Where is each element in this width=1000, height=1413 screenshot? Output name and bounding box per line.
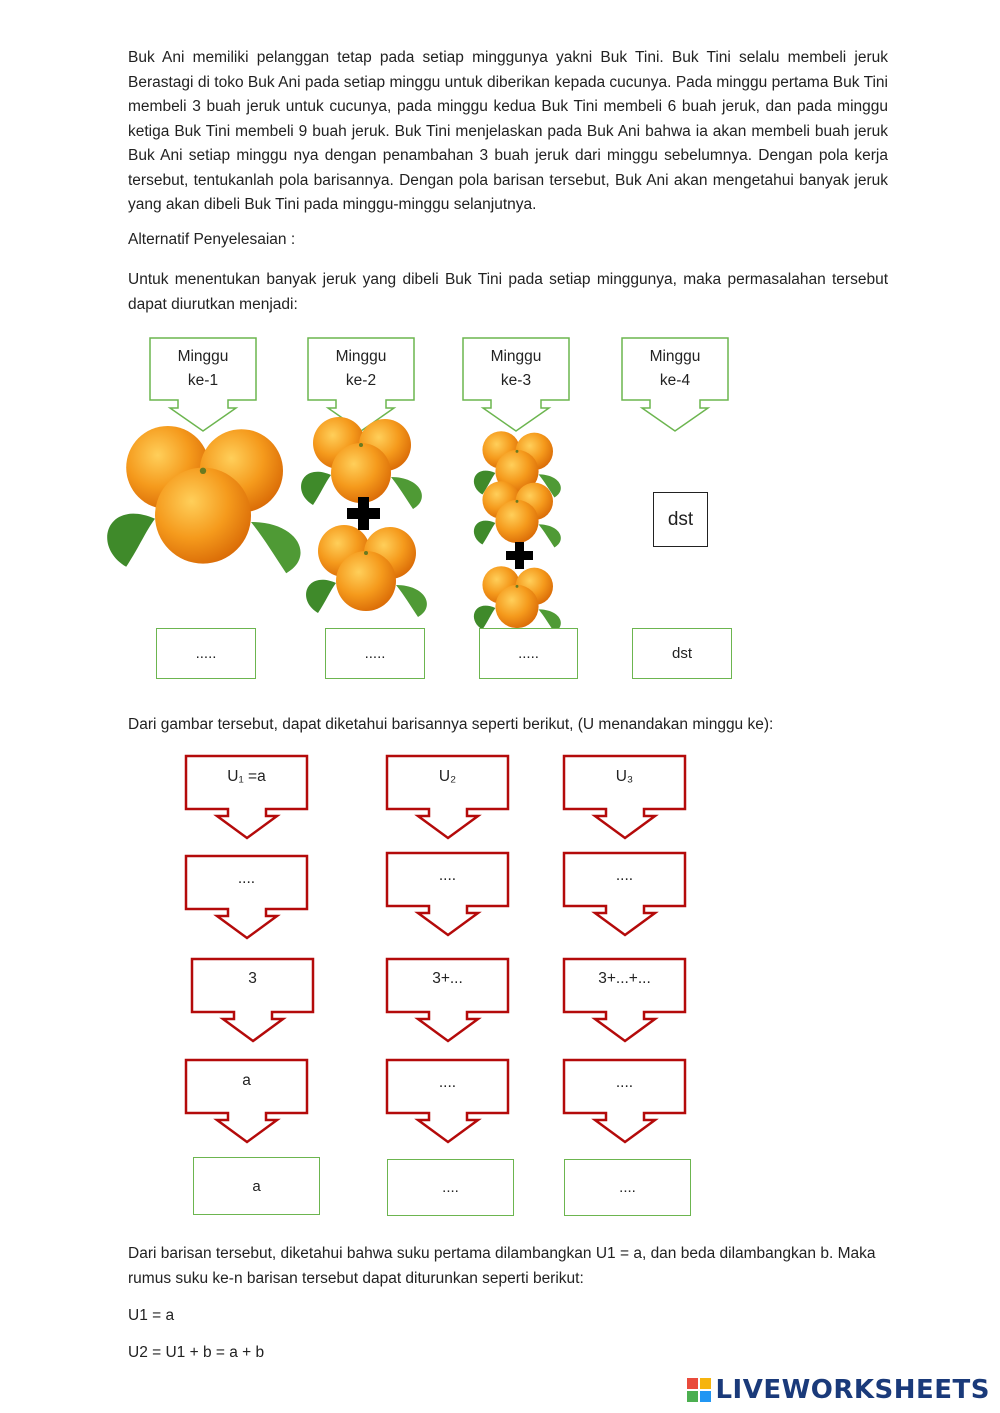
col2-row3-callout bbox=[387, 959, 508, 1041]
intro-paragraph: Buk Ani memiliki pelanggan tetap pada setiap minggunya yakni Buk Tini. Buk Tini selalu membeli jeruk Berastagi di toko Buk Ani pada setiap minggu untuk diberikan kepada cucunya. Pada minggu pertama Buk Tini membeli 3 buah jeruk untuk cucunya, pada minggu kedua Buk Tini membeli 6 buah jeruk, dan pada minggu ketiga Buk Tini membeli 9 buah jeruk. Buk Tini menjelaskan pada Buk Ani bahwa ia akan membeli buah jeruk Buk Ani setiap minggu nya dengan penambahan 3 buah jeruk dari minggu sebelumnya. Dengan pola kerja tersebut, tentukanlah pola barisannya. Dengan pola barisan tersebut, Buk Ani akan mengetahui banyak jeruk yang akan dibeli Buk Tini pada minggu-minggu selanjutnya. bbox=[128, 49, 888, 213]
col1-row3-callout bbox=[192, 959, 313, 1041]
col3-row2-callout bbox=[564, 853, 685, 935]
week-4-answer-box: dst bbox=[632, 628, 732, 679]
col2-row1-callout bbox=[387, 756, 508, 838]
liveworksheets-logo bbox=[687, 1375, 990, 1405]
week-2-label: Minggu ke-2 bbox=[335, 348, 387, 389]
col3-row3-callout bbox=[564, 959, 685, 1041]
col3-row3-label[interactable]: 3+...+... bbox=[598, 970, 651, 987]
paragraph-sequence: Dari gambar tersebut, dapat diketahui barisannya seperti berikut, (U menandakan minggu ke): bbox=[128, 716, 774, 733]
formula-u1: U1 = a bbox=[128, 1307, 175, 1324]
col1-row1-label: U₁ =a bbox=[227, 768, 266, 785]
col3-row1-label: U₃ bbox=[615, 768, 634, 785]
col1-row4-label: a bbox=[242, 1072, 251, 1089]
week-1-label: Minggu ke-1 bbox=[177, 348, 229, 389]
col3-final-box[interactable]: .... bbox=[564, 1159, 691, 1216]
col3-row2-label[interactable]: .... bbox=[615, 867, 634, 884]
col2-row4-callout bbox=[387, 1060, 508, 1142]
col3-row4-callout bbox=[564, 1060, 685, 1142]
col2-row1-label: U₂ bbox=[438, 768, 457, 785]
week-1-answer-box[interactable]: ..... bbox=[156, 628, 256, 679]
col1-final-box: a bbox=[193, 1157, 320, 1215]
dst-box: dst bbox=[653, 492, 708, 547]
col2-row2-callout bbox=[387, 853, 508, 935]
col3-row1-callout bbox=[564, 756, 685, 838]
col1-row2-callout bbox=[186, 856, 307, 938]
week-3-label: Minggu ke-3 bbox=[490, 348, 542, 389]
col1-row2-label[interactable]: .... bbox=[237, 870, 256, 887]
liveworksheets-logo-icon bbox=[687, 1378, 711, 1402]
alt-heading: Alternatif Penyelesaian : bbox=[128, 231, 296, 248]
paragraph-formula-intro: Dari barisan tersebut, diketahui bahwa suku pertama dilambangkan U1 = a, dan beda dilambangkan b. Maka rumus suku ke-n barisan tersebut dapat diturunkan seperti berikut: bbox=[128, 1245, 876, 1287]
col1-row3-label: 3 bbox=[248, 970, 257, 987]
col1-row1-callout bbox=[186, 756, 307, 838]
logo-text: LIVEWORKSHEETS bbox=[715, 1375, 990, 1405]
week-2-answer-box[interactable]: ..... bbox=[325, 628, 425, 679]
col3-row4-label[interactable]: .... bbox=[615, 1074, 634, 1091]
col1-row4-callout bbox=[186, 1060, 307, 1142]
col2-row3-label[interactable]: 3+... bbox=[432, 970, 463, 987]
formula-u2: U2 = U1 + b = a + b bbox=[128, 1344, 265, 1361]
paragraph-order: Untuk menentukan banyak jeruk yang dibeli Buk Tini pada setiap minggunya, maka permasalahan tersebut dapat diurutkan menjadi: bbox=[128, 271, 888, 313]
col2-row2-label[interactable]: .... bbox=[438, 867, 457, 884]
col2-row4-label[interactable]: .... bbox=[438, 1074, 457, 1091]
col2-final-box[interactable]: .... bbox=[387, 1159, 514, 1216]
week-3-answer-box[interactable]: ..... bbox=[479, 628, 578, 679]
week-4-label: Minggu ke-4 bbox=[649, 348, 701, 389]
